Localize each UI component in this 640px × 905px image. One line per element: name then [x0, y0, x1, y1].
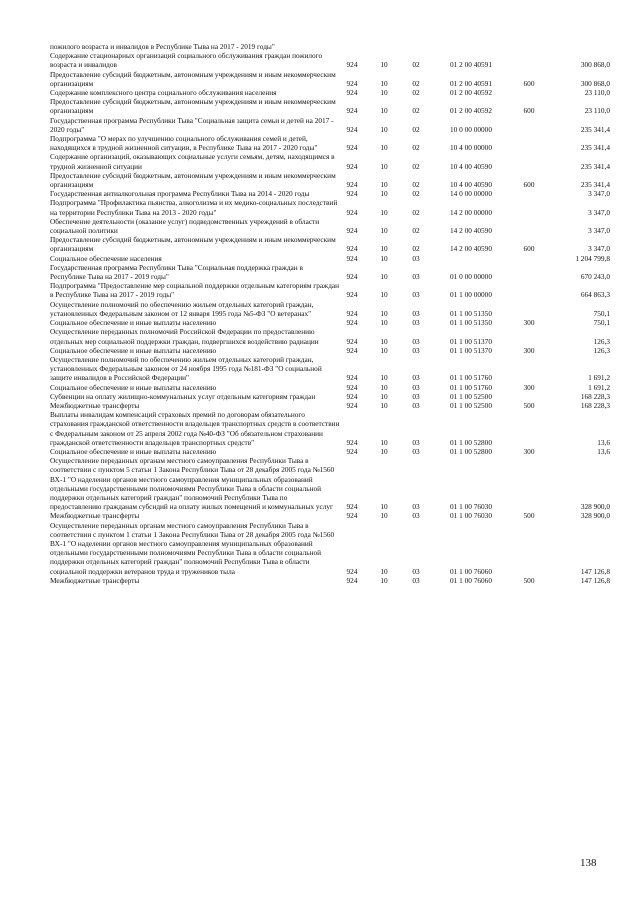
row-target-article: 01 1 00 52800 [450, 437, 492, 447]
row-subsection: 03 [412, 253, 420, 263]
table-row [50, 318, 610, 327]
row-target-article: 01 1 00 52500 [450, 391, 492, 401]
table-row [50, 152, 610, 170]
row-target-article: 01 1 00 00000 [450, 290, 492, 300]
row-name: Социальное обеспечение и иные выплаты населению [50, 345, 217, 355]
row-gr-code: 924 [346, 382, 358, 392]
row-expense-type [514, 521, 544, 576]
table-row [50, 456, 610, 511]
table-row [50, 383, 610, 392]
row-gr-code: 924 [346, 161, 358, 171]
row-name: Осуществление полномочий по обеспечению жильем отдельных категорий граждан, установленных Федеральным законом от 12 января 1995 года №5-ФЗ "О ветеранах" [50, 299, 314, 318]
row-amount: 300 868,0 [580, 60, 610, 70]
row-target-article: 10 4 00 40590 [450, 180, 492, 190]
row-section: 10 [380, 106, 388, 116]
row-target-article: 01 1 00 52500 [450, 400, 492, 410]
row-expense-type [514, 116, 544, 134]
row-section: 10 [380, 161, 388, 171]
row-section: 10 [380, 336, 388, 346]
row-subsection: 02 [412, 124, 420, 134]
row-target-article: 01 1 00 51760 [450, 382, 492, 392]
row-amount: 23 110,0 [584, 88, 610, 98]
row-expense-type [514, 51, 544, 69]
row-section: 10 [380, 272, 388, 282]
row-amount: 328 900,0 [580, 511, 610, 521]
table-row [50, 88, 610, 97]
row-subsection [404, 42, 428, 51]
row-amount: 300 868,0 [580, 78, 610, 88]
row-gr-code: 924 [346, 272, 358, 282]
table-row [50, 346, 610, 355]
row-subsection: 03 [412, 391, 420, 401]
row-gr-code: 924 [346, 290, 358, 300]
table-row [50, 263, 610, 281]
table-row [50, 217, 610, 235]
row-amount: 235 341,4 [580, 180, 610, 190]
row-amount: 3 347,0 [588, 189, 610, 199]
row-expense-type: 600 [523, 106, 535, 116]
table-row [50, 51, 610, 69]
row-gr-code: 924 [346, 180, 358, 190]
row-section: 10 [380, 373, 388, 383]
row-name: Социальное обеспечение населения [50, 253, 162, 263]
row-gr-code: 924 [346, 253, 358, 263]
table-row [50, 355, 610, 383]
row-section: 10 [380, 189, 388, 199]
row-target-article: 01 1 00 51350 [450, 318, 492, 328]
row-subsection: 02 [412, 207, 420, 217]
row-target-article: 01 1 00 76030 [450, 502, 492, 512]
row-name: Осуществление переданных органам местного самоуправления Республики Тыва в соответствии с пунктом 1 статьи 1 Закона Республики Тыва от 28 декабря 2005 года №1560 ВХ-1 "О наделении органов местного самоуправления муниципальных образований отдельными государственными полномочиями Республики Тыва в области социальной поддержки отдельных категорий граждан" полномочий Республики Тыва в области социальной поддержки ветеранов труда и тружеников тыла [50, 520, 335, 576]
row-section: 10 [380, 511, 388, 521]
row-expense-type [514, 456, 544, 511]
row-name: Подпрограмма "О мерах по улучшению социального обслуживания семей и детей, находящихся в трудной жизненной ситуации, в Республике Тыва на 2017 - 2020 годы" [50, 134, 318, 153]
table-row [50, 42, 610, 51]
row-section: 10 [380, 308, 388, 318]
row-expense-type [514, 263, 544, 281]
row-subsection: 02 [412, 226, 420, 236]
row-amount: 168 228,3 [580, 400, 610, 410]
row-section: 10 [380, 437, 388, 447]
row-amount: 1 204 799,8 [575, 253, 610, 263]
row-section: 10 [380, 391, 388, 401]
row-target-article: 14 2 00 40590 [450, 244, 492, 254]
row-subsection: 02 [412, 244, 420, 254]
row-gr-code: 924 [346, 308, 358, 318]
row-target-article: 01 1 00 51760 [450, 373, 492, 383]
row-name: пожилого возраста и инвалидов в Республике Тыва на 2017 - 2019 годы" [50, 42, 275, 51]
row-subsection: 03 [412, 272, 420, 282]
row-section: 10 [380, 575, 388, 585]
table-row [50, 134, 610, 152]
row-section: 10 [380, 502, 388, 512]
row-section: 10 [380, 446, 388, 456]
row-gr-code: 924 [346, 318, 358, 328]
row-name: Выплаты инвалидам компенсаций страховых премий по договорам обязательного страхования гражданской ответственности владельцев транспортных средств в соответствии с Федеральным законом от 25 апреля 2002 года №40-ФЗ "Об обязательном страховании гражданской ответственности владельцев транспортных средств" [50, 410, 340, 447]
table-row [50, 97, 610, 115]
row-section: 10 [380, 345, 388, 355]
row-amount: 1 691,2 [588, 382, 610, 392]
row-name: Социальное обеспечение и иные выплаты населению [50, 382, 217, 392]
row-gr-code: 924 [346, 336, 358, 346]
table-row [50, 171, 610, 189]
row-name: Обеспечение деятельности (оказание услуг) подведомственных учреждений в области социальной политики [50, 216, 320, 236]
row-amount: 235 341,4 [580, 143, 610, 153]
table-row [50, 401, 610, 410]
row-name: Социальное обеспечение и иные выплаты населению [50, 446, 217, 456]
row-amount: 3 347,0 [588, 226, 610, 236]
row-subsection: 03 [412, 345, 420, 355]
row-section: 10 [380, 124, 388, 134]
row-amount: 750,1 [593, 318, 610, 328]
row-amount [544, 42, 610, 51]
row-gr-code: 924 [346, 88, 358, 98]
row-amount: 126,3 [593, 336, 610, 346]
row-subsection: 03 [412, 400, 420, 410]
row-expense-type: 300 [523, 318, 535, 328]
table-row [50, 521, 610, 576]
row-subsection: 03 [412, 502, 420, 512]
row-subsection: 03 [412, 336, 420, 346]
row-amount: 147 126,8 [580, 575, 610, 585]
table-row [50, 447, 610, 456]
row-amount: 13,6 [597, 446, 610, 456]
row-subsection: 03 [412, 318, 420, 328]
row-amount: 235 341,4 [580, 161, 610, 171]
row-target-article: 10 0 00 00000 [450, 124, 492, 134]
row-gr-code: 924 [346, 143, 358, 153]
row-expense-type [514, 152, 544, 170]
row-gr-code: 924 [346, 124, 358, 134]
row-target-article: 01 0 00 00000 [450, 272, 492, 282]
row-expense-type: 300 [523, 446, 535, 456]
row-expense-type [514, 189, 544, 198]
row-subsection: 03 [412, 511, 420, 521]
row-target-article: 01 2 00 40591 [450, 60, 492, 70]
row-amount: 328 900,0 [580, 502, 610, 512]
row-name: Осуществление переданных органам местного самоуправления Республики Тыва в соответствии с пунктом 5 статьи 1 Закона Республики Тыва от 28 декабря 2005 года №1560 ВХ-1 "О наделении органов местного самоуправления муниципальных образований отдельными государственными полномочиями Республики Тыва в области социальной поддержки отдельных категорий граждан" полномочий Республики Тыва по предоставлению гражданам субсидий на оплату жилых помещений и коммунальных услуг [50, 456, 335, 512]
row-section: 10 [380, 143, 388, 153]
row-gr-code: 924 [346, 437, 358, 447]
row-expense-type: 500 [523, 575, 535, 585]
row-subsection: 03 [412, 566, 420, 576]
row-gr-code: 924 [346, 207, 358, 217]
row-amount: 235 341,4 [580, 124, 610, 134]
row-gr-code: 924 [346, 400, 358, 410]
row-target-article [428, 42, 514, 51]
table-row [50, 511, 610, 520]
row-expense-type [514, 281, 544, 299]
row-name: Подпрограмма "Предоставление мер социальной поддержки отдельным категориям граждан в Республике Тыва на 2017 - 2019 годы" [50, 281, 340, 300]
row-subsection: 02 [412, 143, 420, 153]
row-subsection: 02 [412, 106, 420, 116]
row-gr-code: 924 [346, 60, 358, 70]
row-name: Подпрограмма "Профилактика пьянства, алкоголизма и их медико-социальных последствий на территории Республики Тыва на 2013 - 2020 годы" [50, 198, 338, 217]
row-target-article: 10 4 00 40590 [450, 161, 492, 171]
row-name: Межбюджетные трансферты [50, 400, 140, 410]
row-name: Предоставление субсидий бюджетным, автономным учреждениям и иным некоммерческим организациям [50, 97, 336, 116]
row-subsection: 02 [412, 88, 420, 98]
row-name: Содержание комплексного центра социального обслуживания населения [50, 88, 277, 98]
row-gr-code: 924 [346, 226, 358, 236]
row-section: 10 [380, 290, 388, 300]
table-row [50, 327, 610, 345]
row-name: Содержание стационарных организаций социального обслуживания граждан пожилого возраста и инвалидов [50, 51, 323, 70]
row-gr-code: 924 [346, 446, 358, 456]
row-target-article: 14 0 00 00000 [450, 189, 492, 199]
row-target-article: 10 4 00 00000 [450, 143, 492, 153]
row-name: Предоставление субсидий бюджетным, автономным учреждениям и иным некоммерческим организациям [50, 235, 336, 254]
row-subsection: 03 [412, 308, 420, 318]
row-target-article: 01 1 00 51370 [450, 336, 492, 346]
table-row [50, 235, 610, 253]
table-row [50, 576, 610, 585]
row-target-article: 01 1 00 51370 [450, 345, 492, 355]
row-amount: 126,3 [593, 345, 610, 355]
row-name: Межбюджетные трансферты [50, 575, 140, 585]
row-section: 10 [380, 88, 388, 98]
row-target-article: 01 1 00 76060 [450, 566, 492, 576]
row-section: 10 [380, 318, 388, 328]
row-subsection: 03 [412, 382, 420, 392]
table-row [50, 281, 610, 299]
row-amount: 3 347,0 [588, 207, 610, 217]
row-target-article: 01 1 00 52800 [450, 446, 492, 456]
row-subsection: 03 [412, 446, 420, 456]
row-gr-code: 924 [346, 566, 358, 576]
row-section: 10 [380, 60, 388, 70]
row-gr-code: 924 [346, 189, 358, 199]
row-subsection: 02 [412, 78, 420, 88]
row-expense-type: 600 [523, 244, 535, 254]
row-subsection: 02 [412, 180, 420, 190]
row-name: Межбюджетные трансферты [50, 511, 140, 521]
row-target-article: 01 2 00 40591 [450, 78, 492, 88]
row-amount: 147 126,8 [580, 566, 610, 576]
row-expense-type [514, 327, 544, 345]
row-expense-type [514, 198, 544, 216]
row-amount: 664 863,3 [580, 290, 610, 300]
row-expense-type [514, 217, 544, 235]
row-section: 10 [380, 400, 388, 410]
row-expense-type: 500 [523, 400, 535, 410]
row-gr-code: 924 [346, 78, 358, 88]
row-section: 10 [380, 180, 388, 190]
row-section [364, 42, 404, 51]
row-subsection: 02 [412, 60, 420, 70]
row-subsection: 03 [412, 290, 420, 300]
row-name: Субвенции на оплату жилищно-коммунальных услуг отдельным категориям граждан [50, 391, 316, 401]
row-section: 10 [380, 244, 388, 254]
row-section: 10 [380, 253, 388, 263]
row-expense-type [514, 42, 544, 51]
row-amount: 1 691,2 [588, 373, 610, 383]
row-name: Содержание организаций, оказывающих социальные услуги семьям, детям, находящимся в трудной жизненной ситуации [50, 152, 335, 171]
row-target-article: 01 2 00 40592 [450, 106, 492, 116]
row-gr-code: 924 [346, 345, 358, 355]
row-name: Осуществление переданных полномочий Российской Федерации по предоставлению отдельных мер социальной поддержки граждан, подвергшихся воздействию радиации [50, 327, 319, 346]
row-subsection: 03 [412, 437, 420, 447]
row-gr-code: 924 [346, 502, 358, 512]
table-row [50, 300, 610, 318]
row-target-article: 01 2 00 40592 [450, 88, 492, 98]
row-gr-code: 924 [346, 244, 358, 254]
row-expense-type [514, 300, 544, 318]
table-row [50, 410, 610, 447]
table-row [50, 116, 610, 134]
row-expense-type [514, 254, 544, 263]
row-expense-type: 600 [523, 78, 535, 88]
row-target-article: 01 1 00 51350 [450, 308, 492, 318]
row-amount: 750,1 [593, 308, 610, 318]
row-subsection: 03 [412, 575, 420, 585]
row-expense-type: 600 [523, 180, 535, 190]
row-amount: 13,6 [597, 437, 610, 447]
row-amount: 168 228,3 [580, 391, 610, 401]
row-expense-type: 500 [523, 511, 535, 521]
row-target-article: 14 2 00 40590 [450, 226, 492, 236]
row-subsection: 02 [412, 161, 420, 171]
row-gr-code: 924 [346, 575, 358, 585]
row-gr-code [340, 42, 364, 51]
row-expense-type [514, 392, 544, 401]
budget-table [50, 42, 610, 585]
row-expense-type: 300 [523, 382, 535, 392]
row-name: Предоставление субсидий бюджетным, автономным учреждениям и иным некоммерческим организациям [50, 69, 336, 88]
row-name: Государственная программа Республики Тыва "Социальная защита семьи и детей на 2017 - 2020 годы" [50, 115, 334, 134]
row-amount: 23 110,0 [584, 106, 610, 116]
row-name: Осуществление полномочий по обеспечению жильем отдельных категорий граждан, установленных Федеральным законом от 24 ноября 1995 года №181-ФЗ "О социальной защите инвалидов в Российской Федерации" [50, 354, 322, 383]
row-gr-code: 924 [346, 106, 358, 116]
row-section: 10 [380, 207, 388, 217]
row-name: Предоставление субсидий бюджетным, автономным учреждениям и иным некоммерческим организациям [50, 170, 336, 190]
row-expense-type [514, 355, 544, 383]
row-target-article: 01 1 00 76030 [450, 511, 492, 521]
row-section: 10 [380, 78, 388, 88]
row-gr-code: 924 [346, 373, 358, 383]
table-row [50, 198, 610, 216]
table-row [50, 189, 610, 198]
table-row [50, 392, 610, 401]
row-target-article [428, 254, 514, 263]
row-amount: 670 243,0 [580, 272, 610, 282]
row-expense-type [514, 410, 544, 447]
row-gr-code: 924 [346, 391, 358, 401]
row-target-article: 14 2 00 00000 [450, 207, 492, 217]
table-row [50, 70, 610, 88]
table-row [50, 254, 610, 263]
row-subsection: 03 [412, 373, 420, 383]
row-amount: 3 347,0 [588, 244, 610, 254]
row-name: Социальное обеспечение и иные выплаты населению [50, 318, 217, 328]
row-name: Государственная антиалкогольная программа Республики Тыва на 2014 - 2020 годы [50, 189, 310, 199]
page-number: 138 [580, 857, 597, 869]
budget-table-body [50, 42, 610, 585]
row-expense-type [514, 134, 544, 152]
row-section: 10 [380, 226, 388, 236]
row-expense-type: 300 [523, 345, 535, 355]
row-gr-code: 924 [346, 511, 358, 521]
row-section: 10 [380, 382, 388, 392]
row-target-article: 01 1 00 76060 [450, 575, 492, 585]
row-expense-type [514, 88, 544, 97]
row-subsection: 02 [412, 189, 420, 199]
row-name: Государственная программа Республики Тыва "Социальная поддержка граждан в Республике Тыва на 2017 - 2019 годы" [50, 262, 303, 282]
row-section: 10 [380, 566, 388, 576]
